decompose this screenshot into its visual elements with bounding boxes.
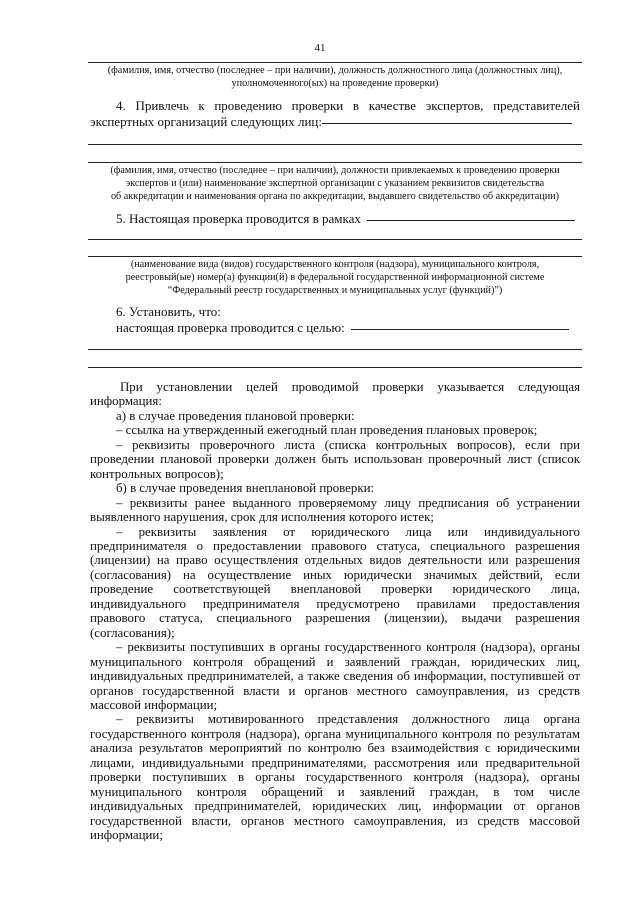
- paragraph-line: При установлении целей проводимой проверки указывается следующая: [120, 380, 580, 394]
- paragraph-line: массовой информации;: [90, 697, 218, 712]
- caption-line: уполномоченного(ых) на проведение проверки): [231, 78, 439, 89]
- list-heading: б) в случае проведения внеплановой проверки:: [116, 481, 375, 496]
- paragraph-line: контрольных вопросов);: [90, 466, 224, 481]
- caption-line: об аккредитации и наименования органа по аккредитации, выдавшего свидетельство об аккредитации): [110, 191, 560, 202]
- paragraph-line: выявленного нарушения, срок для исполнения которого истек;: [90, 510, 434, 525]
- page-number: 41: [314, 42, 326, 54]
- paragraph-line: муниципального контроля обращений и заявлений граждан, в том числе: [90, 784, 580, 799]
- item-4-label: экспертных организаций следующих лиц:: [90, 114, 322, 129]
- list-heading: а) в случае проведения плановой проверки:: [116, 408, 355, 423]
- caption-line: (наименование вида (видов) государственного контроля (надзора), муниципального контроля,: [130, 259, 540, 270]
- paragraph-line: (лицензии) на право осуществления отдельных видов деятельности или разрешения: [90, 553, 580, 568]
- instructions-text: [90, 380, 580, 843]
- paragraph-line: правового статуса, специального разрешения (лицензии), выдачи разрешения: [90, 611, 580, 626]
- fill-in-line: [88, 162, 582, 163]
- fill-in-line: [88, 239, 582, 240]
- caption-line: экспертов и (или) наименование экспертной организации с указанием реквизитов свидетельства: [125, 178, 545, 189]
- paragraph-line: информация:: [90, 394, 162, 409]
- caption-line: (фамилия, имя, отчество (последнее – при наличии), должности привлекаемых к проведению проверки: [110, 165, 560, 176]
- item-6-label: настоящая проверка проводится с целью:: [116, 320, 345, 335]
- paragraph-line: (согласования) на осуществление иных юридически значимых действий, если: [90, 567, 580, 582]
- caption-line: реестровый(ые) номер(а) функции(й) в федеральной государственной информационной системе: [125, 272, 545, 283]
- fill-in-line: [88, 349, 582, 350]
- fill-in-line: [322, 123, 572, 124]
- list-item: – реквизиты заявления от юридического лица или индивидуального: [116, 524, 580, 539]
- paragraph-line: индивидуальных предпринимателей, а также сведения об информации, поступившей от: [90, 669, 580, 684]
- fill-in-line: [88, 256, 582, 257]
- paragraph-line: проведение соответствующей внеплановой проверки юридического лица,: [90, 582, 580, 597]
- paragraph-line: (согласования);: [90, 625, 175, 640]
- paragraph-line: проведении плановой проверки должен быть использован проверочный лист (список: [90, 452, 580, 467]
- paragraph-line: предпринимателя о предоставлении правового статуса, специального разрешения: [90, 538, 580, 553]
- paragraph-line: индивидуальных предпринимателей, юридических лиц, информации от органов: [90, 799, 580, 814]
- fill-in-line: [367, 220, 575, 221]
- paragraph-line: анализа результатов мероприятий по контролю без взаимодействия с юридическими: [90, 741, 580, 756]
- paragraph-line: информации;: [90, 828, 163, 843]
- paragraph-line: индивидуального предпринимателя предусмотрено правилами предоставления: [90, 596, 580, 611]
- paragraph-line: проверки поступивших в органы государственного контроля (надзора), органы: [90, 770, 580, 785]
- item-6-line: [116, 320, 569, 335]
- item-6-line: 6. Установить, что:: [116, 304, 221, 319]
- field-caption-inspectors: [88, 64, 582, 90]
- item-5-line: [116, 211, 575, 226]
- field-caption-experts: [88, 164, 582, 203]
- field-caption-control-type: [88, 258, 582, 297]
- list-item: – реквизиты мотивированного представления должностного лица органа: [116, 712, 580, 727]
- caption-line: (фамилия, имя, отчество (последнее – при наличии), должность должностного лица (должностных лиц),: [107, 65, 563, 76]
- list-item: – реквизиты ранее выданного проверяемому лицу предписания об устранении: [116, 495, 580, 510]
- fill-in-line: [88, 144, 582, 145]
- paragraph-line: лицами, индивидуальными предпринимателями, рассмотрения или предварительной: [90, 755, 580, 770]
- fill-in-line: [88, 367, 582, 368]
- list-item: – реквизиты поступивших в органы государственного контроля (надзора), органы: [116, 640, 580, 655]
- list-item: – реквизиты проверочного листа (списка контрольных вопросов), если при: [116, 437, 580, 452]
- paragraph-line: государственной власти, органов местного самоуправления, из средств массовой: [90, 813, 580, 828]
- item-5-label: 5. Настоящая проверка проводится в рамках: [116, 211, 361, 226]
- paragraph-line: государственного контроля (надзора), органа муниципального контроля по результатам: [90, 726, 580, 741]
- paragraph-line: муниципального контроля обращений и заявлений граждан, юридических лиц,: [90, 654, 580, 669]
- fill-in-line: [88, 62, 582, 63]
- paragraph-line: органов государственной власти и органов местного самоуправления, из средств: [90, 683, 580, 698]
- list-item: – ссылка на утвержденный ежегодный план проведения плановых проверок;: [116, 423, 538, 438]
- caption-line: “Федеральный реестр государственных и муниципальных услуг (функций)”): [167, 285, 503, 296]
- item-4-line: [90, 114, 572, 129]
- fill-in-line: [351, 329, 569, 330]
- item-4-line: 4. Привлечь к проведению проверки в качестве экспертов, представителей: [116, 98, 580, 113]
